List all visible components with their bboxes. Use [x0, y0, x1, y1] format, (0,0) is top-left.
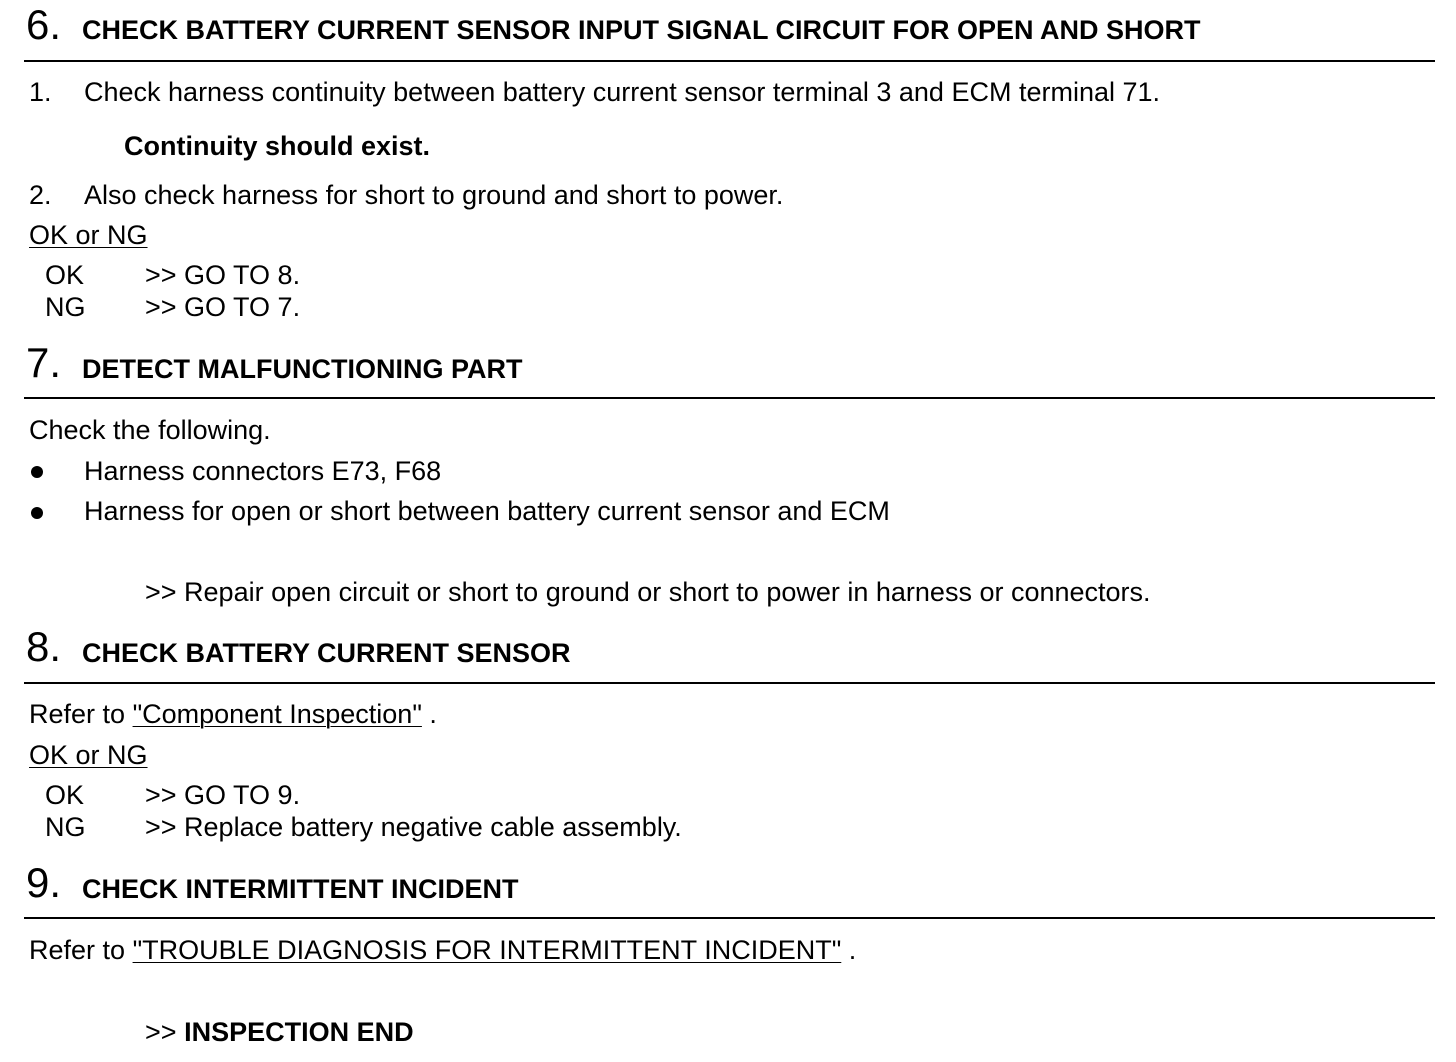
step-8-number: 8. [26, 623, 62, 670]
step-9-divider [24, 917, 1435, 919]
bullet-1 [31, 466, 43, 478]
step-6-okng-label: OK or NG [29, 220, 148, 250]
step-8-refer [29, 698, 437, 730]
step-6-number: 6. [26, 1, 62, 48]
step-6-spec: Continuity should exist. [124, 131, 431, 161]
step-8-refer-prefix: Refer to [29, 699, 126, 729]
step-7-bullet-1-text: Harness connectors E73, F68 [84, 456, 442, 486]
step-9-refer-suffix: . [848, 935, 857, 965]
step-7-number: 7. [26, 339, 62, 386]
step-8-title: CHECK BATTERY CURRENT SENSOR [82, 638, 571, 668]
inspection-end-prefix: >> [145, 1017, 177, 1047]
step-7-intro: Check the following. [29, 415, 271, 445]
step-6-item-2-number: 2. [29, 180, 52, 210]
step-8-result-ok-action: >> GO TO 9. [145, 780, 301, 810]
inspection-end [145, 1016, 414, 1048]
step-6-item-1-text: Check harness continuity between battery current sensor terminal 3 and ECM terminal 71. [84, 77, 1161, 107]
step-6-divider [24, 60, 1435, 62]
step-8-result-ok-label: OK [45, 780, 85, 810]
step-8-result-ng-action: >> Replace battery negative cable assembly. [145, 812, 682, 842]
step-6-result-ok-label: OK [45, 260, 85, 290]
step-8-okng-label: OK or NG [29, 740, 148, 770]
component-inspection-link[interactable]: "Component Inspection" [132, 699, 422, 729]
step-6-result-ng-action: >> GO TO 7. [145, 292, 301, 322]
bullet-2 [31, 507, 43, 519]
step-9-number: 9. [26, 859, 62, 906]
step-7-action: >> Repair open circuit or short to ground or short to power in harness or connectors. [145, 577, 1151, 607]
step-9-refer [29, 934, 856, 966]
step-9-refer-prefix: Refer to [29, 935, 126, 965]
step-7-divider [24, 397, 1435, 399]
step-6-title: CHECK BATTERY CURRENT SENSOR INPUT SIGNAL CIRCUIT FOR OPEN AND SHORT [82, 15, 1201, 45]
step-6-item-1-number: 1. [29, 77, 52, 107]
step-6-result-ok-action: >> GO TO 8. [145, 260, 301, 290]
trouble-diagnosis-link[interactable]: "TROUBLE DIAGNOSIS FOR INTERMITTENT INCIDENT" [132, 935, 842, 965]
step-7-title: DETECT MALFUNCTIONING PART [82, 354, 523, 384]
step-8-divider [24, 682, 1435, 684]
step-6-result-ng-label: NG [45, 292, 86, 322]
inspection-end-text: INSPECTION END [184, 1017, 414, 1047]
step-8-result-ng-label: NG [45, 812, 86, 842]
step-6-item-2-text: Also check harness for short to ground and short to power. [84, 180, 784, 210]
step-9-title: CHECK INTERMITTENT INCIDENT [82, 874, 519, 904]
step-7-bullet-2-text: Harness for open or short between battery current sensor and ECM [84, 496, 890, 526]
step-8-refer-suffix: . [429, 699, 437, 729]
